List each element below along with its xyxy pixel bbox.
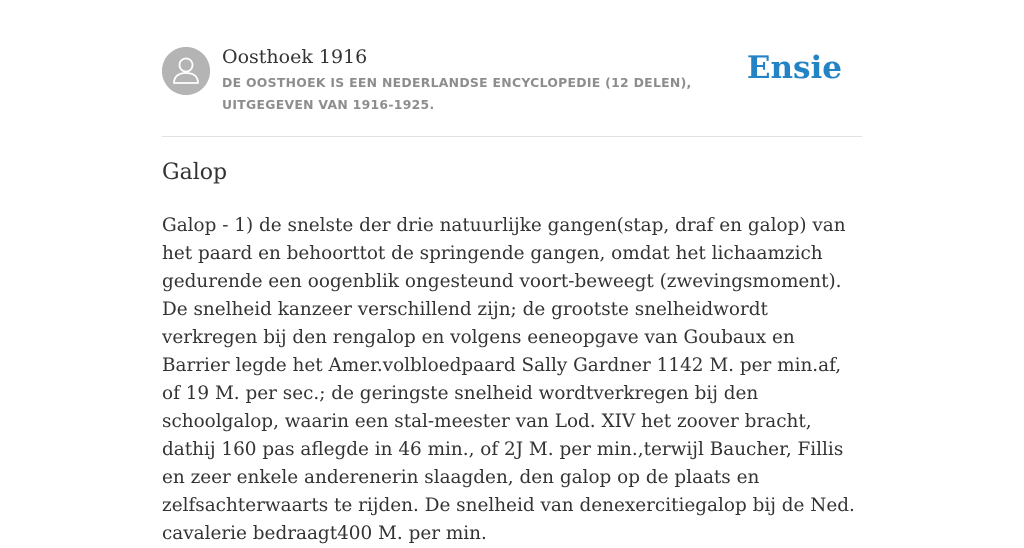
article-body: Galop - 1) de snelste der drie natuurlijke gangen(stap, draf en galop) van het paard en behoorttot de springende gangen, omdat het lichaamzich gedurende een oogenblik ongesteund voort-beweegt (zwevingsmoment). De snelheid kanzeer verschillend zijn; de grootste snelheidwordt verkregen bij den rengalop en volgens eeneopgave van Goubaux en Barrier legde het Amer.volbloedpaard Sally Gardner 1142 M. per min.af, of 19 M. per sec.; de geringste snelheid wordtverkregen bij den schoolgalop, waarin een stal-meester van Lod. XIV het zoover bracht, dathij 160 pas aflegde in 46 min., of 2J M. per min.,terwijl Baucher, Fillis en zeer enkele anderenerin slaagden, den galop op de plaats en zelfsachterwaarts te rijden. De snelheid van denexercitiegalop bij de Ned. cavalerie bedraagt400 M. per min.: [162, 215, 855, 544]
article-card: [162, 0, 862, 544]
source-name[interactable]: Oosthoek 1916: [222, 46, 368, 68]
source-header: [162, 0, 862, 137]
source-description: DE OOSTHOEK IS EEN NEDERLANDSE ENCYCLOPEDIE (12 DELEN), UITGEGEVEN VAN 1916-1925.: [222, 75, 692, 112]
user-icon: [162, 47, 210, 95]
article-title: Galop: [162, 160, 228, 185]
brand-logo[interactable]: Ensie: [746, 50, 842, 86]
